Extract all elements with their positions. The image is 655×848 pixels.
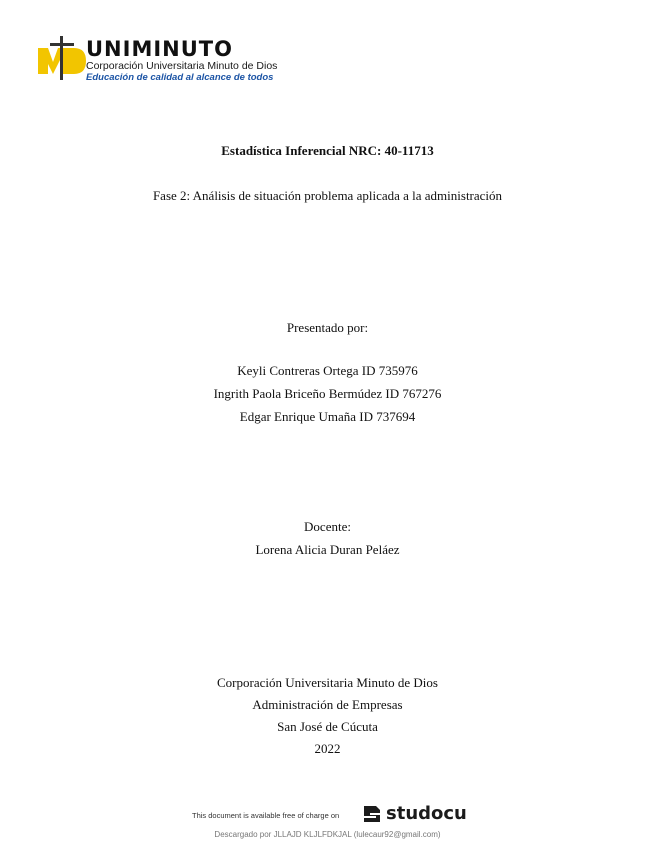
logo-subtitle: Corporación Universitaria Minuto de Dios — [86, 60, 278, 72]
city-name: San José de Cúcuta — [277, 719, 378, 734]
presented-by-label: Presentado por: — [286, 320, 369, 335]
teacher-name: Lorena Alicia Duran Peláez — [255, 542, 400, 557]
program-name: Administración de Empresas — [252, 697, 403, 712]
year: 2022 — [314, 741, 341, 756]
uniminuto-logo — [36, 34, 296, 84]
md-emblem-icon — [36, 34, 88, 84]
studocu-icon — [360, 802, 384, 826]
author-1: Keyli Contreras Ortega ID 735976 — [237, 363, 418, 378]
studocu-brand: studocu — [386, 803, 467, 824]
logo-name: UNIMINUTO — [86, 37, 233, 61]
author-3: Edgar Enrique Umaña ID 737694 — [239, 409, 416, 424]
author-2: Ingrith Paola Briceño Bermúdez ID 767276 — [213, 386, 442, 401]
document-title: Estadística Inferencial NRC: 40-11713 — [221, 143, 434, 158]
institution-name: Corporación Universitaria Minuto de Dios — [217, 675, 438, 690]
availability-note: This document is available free of charge on — [192, 811, 340, 820]
studocu-logo[interactable] — [360, 802, 470, 826]
document-subtitle: Fase 2: Análisis de situación problema aplicada a la administración — [152, 188, 503, 203]
teacher-label: Docente: — [304, 519, 351, 534]
logo-slogan: Educación de calidad al alcance de todos — [86, 72, 274, 83]
downloaded-by-note: Descargado por JLLAJD KLJLFDKJAL (lulecaur92@gmail.com) — [214, 830, 441, 839]
